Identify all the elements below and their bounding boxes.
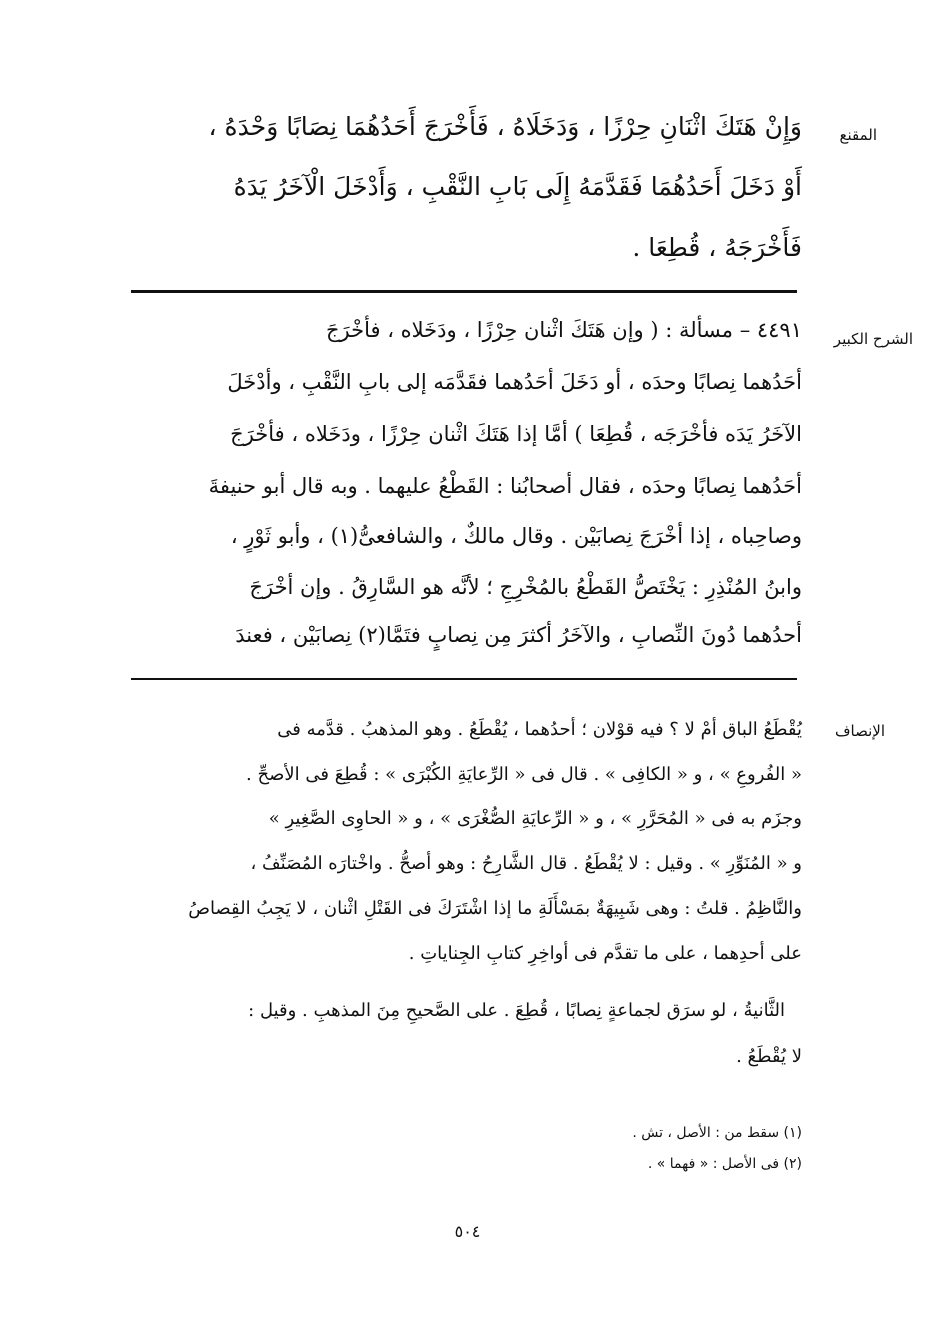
section-divider bbox=[131, 678, 797, 680]
sharh-line: أحَدُهما نِصابًا وحدَه ، أو دَخَلَ أحَدُهما فقَدَّمَه إلى بابِ النَّقْبِ ، وأدْخَلَ bbox=[227, 370, 802, 394]
insaf-line: لا يُقْطَعُ . bbox=[736, 1046, 802, 1067]
muqni-line: وَإِنْ هَتَكَ اثْنَانِ حِرْزًا ، وَدَخَلَاهُ ، فَأَخْرَجَ أَحَدُهُمَا نِصَابًا وَحْدَهُ ، bbox=[208, 112, 802, 141]
page-number: ٥٠٤ bbox=[454, 1222, 481, 1241]
insaf-line: والنَّاظِمُ . قلتُ : وهى شَبِيهَةٌ بمَسْأَلَةِ ما إذا اشْتَرَكَ فى القَتْلِ اثْنان ، لا يَجِبُ القِصاصُ bbox=[188, 898, 802, 919]
label-muqni: المقنع bbox=[839, 126, 877, 144]
label-sharh: الشرح الكبير bbox=[833, 330, 913, 348]
sharh-line: وصاحِباه ، إذا أخْرَجَ نِصابَيْن . وقال مالكٌ ، والشافعىُّ(١) ، وأبو ثَوْرٍ ، bbox=[230, 524, 802, 548]
footnote: (٢) فى الأصل : « فهما » . bbox=[647, 1156, 802, 1172]
label-insaf: الإنصاف bbox=[834, 722, 885, 740]
insaf-line: « الفُروعِ » ، و « الكافِى » . قال فى « الرِّعايَةِ الكُبْرَى » : قُطِعَ فى الأصحِّ . bbox=[246, 764, 802, 785]
footnote: (١) سقط من : الأصل ، تش . bbox=[632, 1125, 802, 1141]
insaf-line: وجزَم به فى « المُحَرَّرِ » ، و « الرِّعايَةِ الصُّغْرَى » ، و « الحاوِى الصَّغِيرِ » bbox=[268, 808, 802, 829]
insaf-line: يُقْطَعُ الباق أمْ لا ؟ فيه قوْلان ؛ أحدُهما ، يُقْطَعُ . وهو المذهبُ . قدَّمه فى bbox=[277, 719, 802, 740]
sharh-line: أحَدُهما نِصابًا وحدَه ، فقال أصحابُنا : القَطْعُ عليهما . وبه قال أبو حنيفةَ bbox=[208, 474, 802, 498]
muqni-line: فَأَخْرَجَهُ ، قُطِعَا . bbox=[632, 233, 802, 262]
sharh-line: الآخَرُ يَدَه فأخْرَجَه ، قُطِعَا ) أمَّا إذا هَتَكَ اثْنان حِرْزًا ، ودَخَلاه ، فأخْرَجَ bbox=[230, 422, 802, 446]
sharh-line: ٤٤٩١ – مسألة : ( وإن هَتَكَ اثْنان حِرْزًا ، ودَخَلاه ، فأخْرَجَ bbox=[325, 318, 802, 342]
sharh-line: أحدُهما دُونَ النِّصابِ ، والآخَرُ أكثرَ مِن نِصابٍ فتَمَّا(٢) نِصابَيْن ، فعندَ bbox=[235, 623, 802, 647]
muqni-line: أَوْ دَخَلَ أَحَدُهُمَا فَقَدَّمَهُ إِلَى بَابِ النَّقْبِ ، وَأَدْخَلَ الْآخَرُ يَدَهُ bbox=[233, 172, 802, 201]
insaf-line: و « المُنَوِّرِ » . وقيل : لا يُقْطَعُ . قال الشَّارِحُ : وهو أصحُّ . واخْتارَه المُصَنِّفُ ، bbox=[250, 853, 802, 874]
section-divider bbox=[131, 290, 797, 293]
sharh-line: وابنُ المُنْذِرِ : يَخْتَصُّ القَطْعُ بالمُخْرِجِ ؛ لأنَّه هو السَّارِقُ . وإن أخْرَجَ bbox=[249, 575, 802, 599]
insaf-line: على أحدِهما ، على ما تقدَّم فى أواخِرِ كتابِ الجِناياتِ . bbox=[408, 943, 802, 964]
insaf-line: الثَّانيةُ ، لو سرَق لجماعةٍ نِصابًا ، قُطِعَ . على الصَّحيحِ مِنَ المذهبِ . وقيل : bbox=[248, 1000, 785, 1021]
